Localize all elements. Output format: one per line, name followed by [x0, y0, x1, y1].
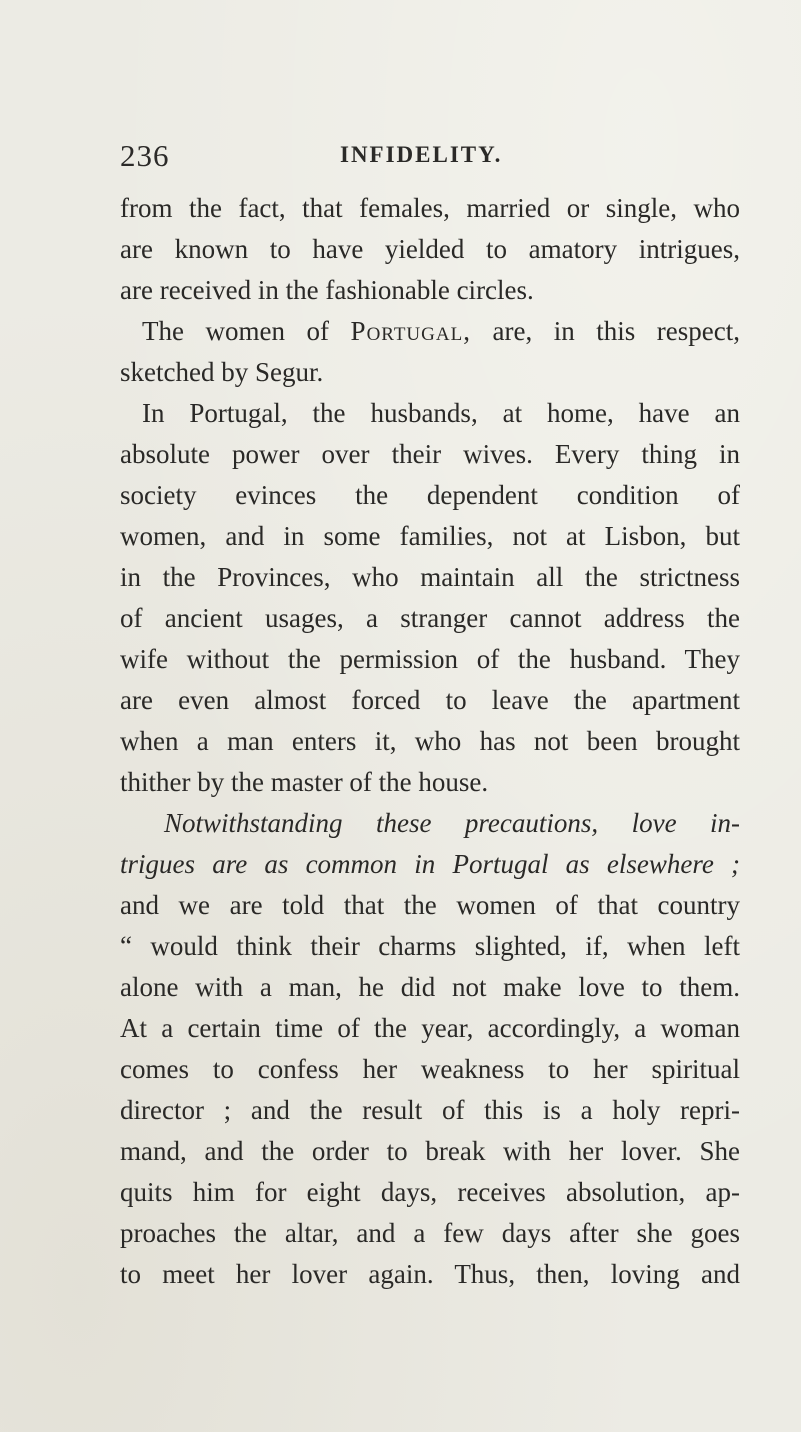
text-line: are even almost forced to leave the apartment [120, 685, 740, 715]
text-line: society evinces the dependent condition of [120, 480, 740, 510]
text-line: and we are told that the women of that country [120, 890, 740, 920]
text-line: in the Provinces, who maintain all the strictness [120, 562, 740, 592]
text-line: to meet her lover again. Thus, then, loving and [120, 1259, 740, 1289]
text-line: “ would think their charms slighted, if, when left [120, 931, 740, 961]
small-caps-word: Portugal, [350, 316, 471, 346]
text-line: trigues are as common in Portugal as elsewhere ; [120, 849, 740, 879]
text-line: director ; and the result of this is a holy repri- [120, 1095, 740, 1125]
text-line: At a certain time of the year, accordingly, a woman [120, 1013, 740, 1043]
text-line: mand, and the order to break with her lover. She [120, 1136, 740, 1166]
text-segment: are, in this respect, [492, 316, 740, 346]
text-line: when a man enters it, who has not been brought [120, 726, 740, 756]
text-line: women, and in some families, not at Lisbon, but [120, 521, 740, 551]
text-line: are known to have yielded to amatory intrigues, [120, 234, 740, 264]
page-number: 236 [120, 138, 170, 173]
text-segment: The women of [142, 316, 330, 346]
text-line: Notwithstanding these precautions, love in- [164, 808, 740, 838]
text-line: sketched by Segur. [120, 357, 324, 387]
running-head [120, 138, 740, 178]
text-line: comes to confess her weakness to her spiritual [120, 1054, 740, 1084]
text-line: thither by the master of the house. [120, 767, 489, 797]
text-line: from the fact, that females, married or single, who [120, 193, 740, 223]
text-line: quits him for eight days, receives absolution, ap- [120, 1177, 740, 1207]
text-line: In Portugal, the husbands, at home, have an [142, 398, 740, 428]
text-line [120, 311, 740, 352]
running-title: INFIDELITY. [340, 142, 503, 167]
body-text [120, 188, 740, 1295]
text-line: are received in the fashionable circles. [120, 275, 534, 305]
text-line: alone with a man, he did not make love to them. [120, 972, 740, 1002]
text-line: wife without the permission of the husband. They [120, 644, 740, 674]
text-line: of ancient usages, a stranger cannot address the [120, 603, 740, 633]
text-line: proaches the altar, and a few days after she goes [120, 1218, 740, 1248]
text-line: absolute power over their wives. Every thing in [120, 439, 740, 469]
